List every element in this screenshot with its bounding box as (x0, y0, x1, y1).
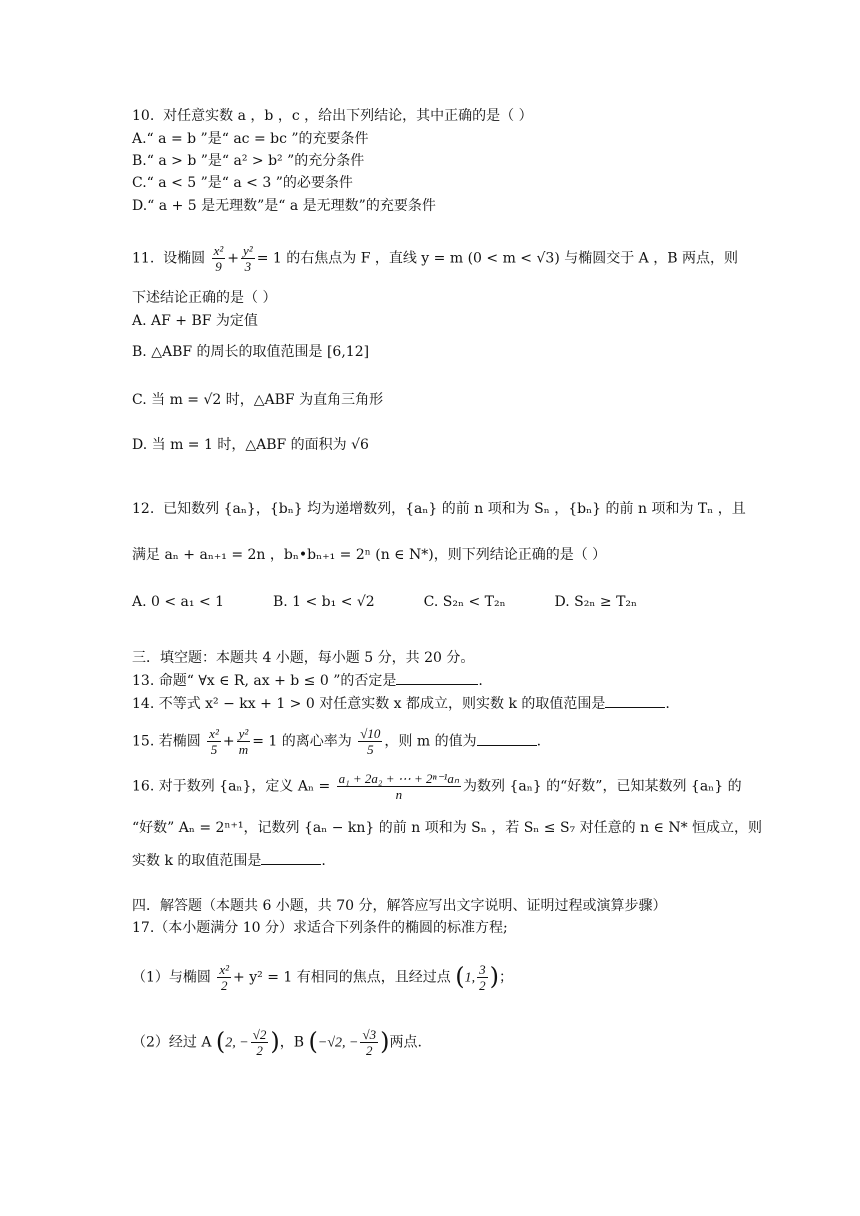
fraction-sqrt3-over-2: $\frac{√3}{2}$ (362, 1027, 377, 1058)
q10-option-c: C.“ a < 5 ”是“ a < 3 ”的必要条件 (132, 175, 353, 191)
q12-options (132, 592, 637, 612)
fraction-sqrt2-over-2: $\frac{√2}{2}$ (252, 1027, 267, 1058)
section4-heading: 四．解答题（本题共 6 小题，共 70 分，解答应写出文字说明、证明过程或演算步骤） (132, 898, 667, 914)
q12-option-a: A. 0 < a₁ < 1 (132, 594, 225, 610)
q10-stem: 10. 对任意实数 a ，b ，c ，给出下列结论，其中正确的是（ ） (132, 108, 533, 124)
q15: 15. 若椭圆 $\frac{\text{x²}}{5}$ + $\frac{\text{y²}}{m}$ = 1 的离心率为 $\frac{√10}{5}$ ，则 m 的值为 . (132, 726, 542, 757)
q14: 14. 不等式 x² − kx + 1 > 0 对任意实数 x 都成立，则实数 k 的取值范围是 . (132, 696, 670, 712)
q16-line3: 实数 k 的取值范围是 . (132, 853, 326, 869)
fraction-y2-over-m: $\frac{\text{y²}}{m}$ (238, 726, 249, 757)
q13: 13. 命题“ ∀x ∈ R, ax + b ≤ 0 ”的否定是 . (132, 673, 483, 689)
q17-part1: （1）与椭圆 $\frac{\text{x²}}{2}$ + y² = 1 有相同的焦点，且经过点 (1, $\frac{3}{2}$ )； (132, 962, 513, 993)
q17-stem: 17.（本小题满分 10 分）求适合下列条件的椭圆的标准方程; (132, 920, 508, 936)
q12-option-b: B. 1 < b₁ < √2 (272, 594, 375, 610)
q11-option-d: D. 当 m = 1 时，△ABF 的面积为 √6 (132, 437, 369, 453)
q17-part2: （2）经过 A (2, − $\frac{√2}{2}$ )，B (−√2, − $\frac{√3}{2}$ )两点. (132, 1027, 422, 1058)
fraction-3-over-2: $\frac{3}{2}$ (479, 962, 486, 993)
q10-option-d: D.“ a + 5 是无理数”是“ a 是无理数”的充要条件 (132, 198, 436, 214)
q16-line2: “好数” Aₙ = 2ⁿ⁺¹，记数列 {aₙ − kn} 的前 n 项和为 Sₙ ，若 Sₙ ≤ S₇ 对任意的 n ∈ N* 恒成立，则 (132, 820, 763, 836)
q11-option-b: B. △ABF 的周长的取值范围是 [6,12] (132, 344, 370, 360)
fraction-good-number: $\frac{\text{a₁ + 2a₂ + ⋯ + 2ⁿ⁻¹aₙ}}{n}$ (338, 771, 460, 802)
q11-option-a: A. AF + BF 为定值 (132, 313, 258, 329)
q16: 16. 对于数列 {aₙ}，定义 Aₙ = $\frac{\text{a₁ + 2a₂ + ⋯ + 2ⁿ⁻¹aₙ}}{n}$ 为数列 {aₙ} 的“好数”，已知某数列 {aₙ} 的 (132, 771, 742, 802)
fraction-x2-over-5: $\frac{\text{x²}}{5}$ (209, 726, 219, 757)
section3-heading: 三．填空题：本题共 4 小题，每小题 5 分，共 20 分。 (132, 650, 475, 666)
q11-stem: 11. 设椭圆 $\frac{\text{x²}}{9}$ + $\frac{\text{y²}}{3}$ = 1 的右焦点为 F ，直线 y = m (0 < m < √3) 与椭圆交于 A ，B 两点，则 (132, 243, 738, 274)
fraction-y2-over-3: $\frac{\text{y²}}{3}$ (243, 243, 253, 274)
fraction-sqrt10-over-5: $\frac{√10}{5}$ (360, 726, 381, 757)
q12-option-c: C. S₂ₙ < T₂ₙ (423, 594, 506, 610)
q12-stem-line2: 满足 aₙ + aₙ₊₁ = 2n ，bₙ•bₙ₊₁ = 2ⁿ (n ∈ N*)，则下列结论正确的是（ ） (132, 547, 607, 563)
q10-option-a: A.“ a = b ”是“ ac = bc ”的充要条件 (132, 131, 369, 147)
answer-blank (605, 695, 665, 708)
fraction-x2-over-2: $\frac{\text{x²}}{2}$ (219, 962, 230, 993)
answer-blank (396, 672, 478, 685)
fraction-x2-over-9: $\frac{\text{x²}}{9}$ (213, 243, 224, 274)
q11-option-c: C. 当 m = √2 时，△ABF 为直角三角形 (132, 392, 384, 408)
answer-blank (261, 852, 321, 865)
q12-stem: 12. 已知数列 {aₙ}，{bₙ} 均为递增数列，{aₙ} 的前 n 项和为 Sₙ ，{bₙ} 的前 n 项和为 Tₙ ，且 (132, 501, 746, 517)
q11-stem-line2: 下述结论正确的是（ ） (132, 290, 277, 306)
q12-option-d: D. S₂ₙ ≥ T₂ₙ (554, 594, 638, 610)
answer-blank (477, 733, 537, 746)
q10-option-b: B.“ a > b ”是“ a² > b² ”的充分条件 (132, 153, 365, 169)
